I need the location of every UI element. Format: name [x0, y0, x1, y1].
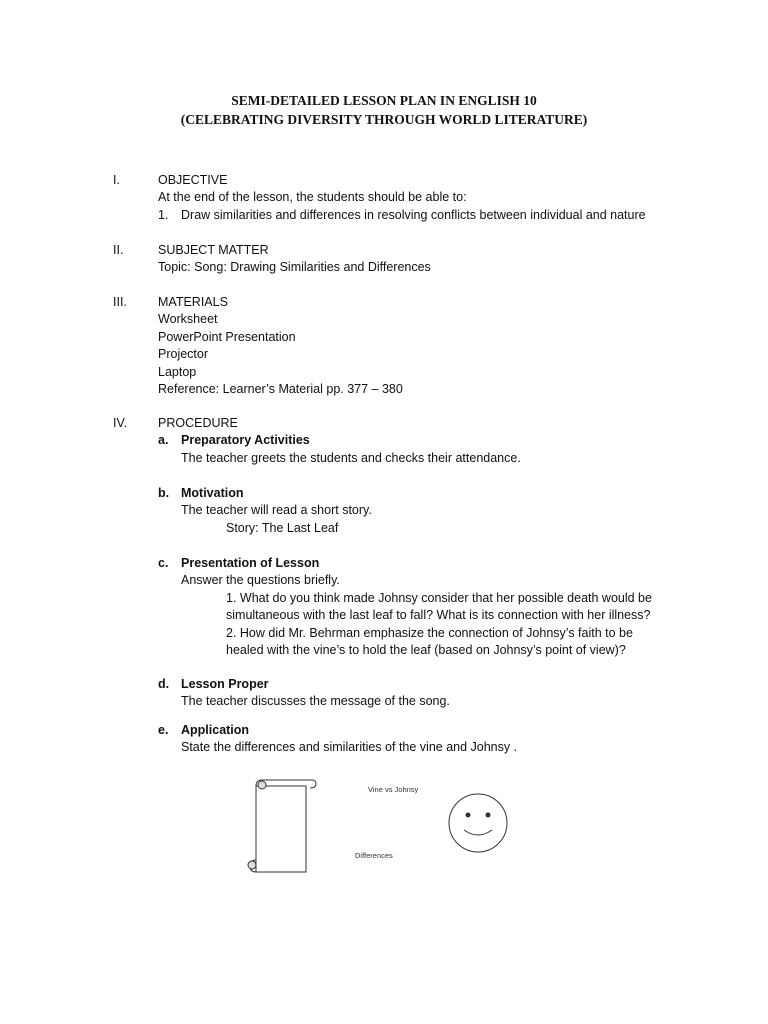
diagram-label-top: Vine vs Johnsy: [368, 785, 419, 794]
sub-heading: Motivation: [181, 486, 244, 500]
question-line: healed with the vine’s to hold the leaf (based on Johnsy’s point of view)?: [226, 642, 626, 657]
section-heading: OBJECTIVE: [158, 173, 228, 187]
sub-text: The teacher will read a short story.: [181, 503, 372, 518]
objective-item-text: Draw similarities and differences in resolving conflicts between individual and nature: [181, 207, 646, 222]
application-diagram: [240, 772, 510, 877]
sub-text: Answer the questions briefly.: [181, 573, 340, 588]
objective-item: [158, 207, 718, 224]
scroll-icon: [248, 780, 316, 872]
question-line: 2. How did Mr. Behrman emphasize the connection of Johnsy’s faith to be: [226, 625, 633, 640]
section-numeral: I.: [113, 173, 120, 187]
material-item: Laptop: [158, 364, 197, 379]
story-title: Story: The Last Leaf: [226, 520, 339, 535]
sub-heading: Application: [181, 723, 250, 737]
section-numeral: II.: [113, 243, 124, 257]
section-numeral: IV.: [113, 416, 128, 430]
question-line: 1. What do you think made Johnsy consider that her possible death would be: [226, 590, 652, 605]
section-heading: SUBJECT MATTER: [158, 243, 269, 257]
material-item: Worksheet: [158, 312, 218, 327]
sub-letter: c.: [158, 556, 169, 570]
section-heading: PROCEDURE: [158, 416, 238, 430]
objective-item-number: 1.: [158, 207, 169, 222]
sub-text: The teacher discusses the message of the song.: [181, 694, 450, 709]
sub-heading: Presentation of Lesson: [181, 556, 320, 570]
sub-letter: a.: [158, 433, 169, 448]
title-line-1: SEMI-DETAILED LESSON PLAN IN ENGLISH 10: [231, 93, 537, 108]
material-item: Projector: [158, 347, 209, 362]
material-reference: Reference: Learner’s Material pp. 377 – 380: [158, 381, 403, 396]
section-heading: MATERIALS: [158, 295, 228, 309]
diagram-label-bottom: Differences: [355, 851, 393, 860]
section-numeral: III.: [113, 295, 127, 309]
objective-intro: At the end of the lesson, the students should be able to:: [158, 190, 467, 205]
title-line-2: (CELEBRATING DIVERSITY THROUGH WORLD LITERATURE): [180, 112, 588, 127]
subject-topic: Topic: Song: Drawing Similarities and Differences: [158, 260, 431, 275]
document-title: [0, 91, 768, 129]
material-item: PowerPoint Presentation: [158, 329, 296, 344]
sub-heading: Lesson Proper: [181, 677, 269, 691]
sub-letter: b.: [158, 486, 170, 500]
question-line: simultaneous with the last leaf to fall? What is its connection with her illness?: [226, 608, 651, 623]
sub-letter: e.: [158, 723, 169, 737]
smiley-face-icon: [449, 794, 507, 852]
procedure-preparatory: [158, 432, 718, 467]
sub-heading: Preparatory Activities: [181, 433, 310, 448]
sub-text: The teacher greets the students and checks their attendance.: [181, 450, 521, 465]
sub-letter: d.: [158, 677, 170, 691]
sub-text: State the differences and similarities of the vine and Johnsy .: [181, 740, 518, 755]
